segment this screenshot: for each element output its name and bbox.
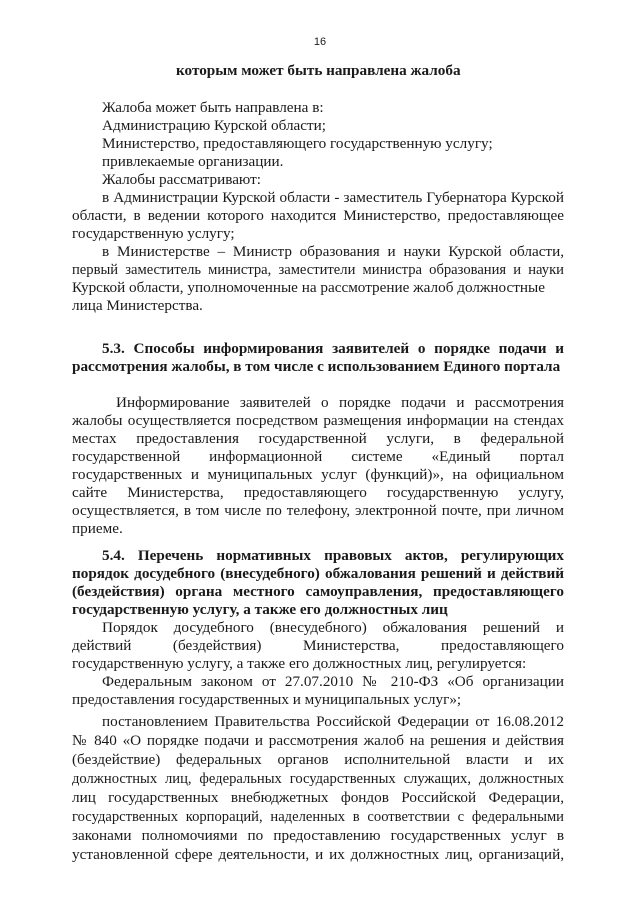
paragraph-line: постановлением Правительства Российской Федерации от 16.08.2012 <box>102 713 564 730</box>
paragraph-line: жалобы осуществляется посредством размещения информации на стендах <box>72 412 564 429</box>
paragraph-line: должностных лиц, федеральных государственных служащих, должностных <box>72 771 564 787</box>
paragraph-line: государственную услугу, а также его должностных лиц, регулируется: <box>72 655 527 672</box>
section-heading-5-4: (бездействия) органа местного самоуправления, предоставляющего <box>72 583 564 600</box>
paragraph-line: Жалоба может быть направлена в: <box>102 99 324 116</box>
paragraph-line: приеме. <box>72 520 123 537</box>
section-heading-5-4: государственную услугу, а также его должностных лиц <box>72 601 448 618</box>
section-heading-5-4: порядок досудебного (внесудебного) обжалования решений и действий <box>72 565 564 582</box>
paragraph-line: лица Министерства. <box>72 297 203 314</box>
paragraph-line: сайте Министерства, предоставляющего государственную услугу, <box>72 484 564 501</box>
paragraph-line: действий (бездействия) Министерства, предоставляющего <box>72 637 564 654</box>
paragraph-line: № 840 «О порядке подачи и рассмотрения жалоб на решения и действия <box>72 732 564 749</box>
paragraph-line: осуществляется, в том числе по телефону, электронной почте, при личном <box>72 502 564 519</box>
paragraph-line: Жалобы рассматривают: <box>102 171 261 188</box>
paragraph-line: государственных корпораций, наделенных в соответствии с федеральными <box>72 809 564 825</box>
heading-top: которым может быть направлена жалоба <box>176 62 461 79</box>
paragraph-line: области, в ведении которого находится Министерство, предоставляющее <box>72 207 564 224</box>
paragraph-line: Федеральным законом от 27.07.2010 № 210-ФЗ «Об организации <box>102 673 564 690</box>
paragraph-line: Порядок досудебного (внесудебного) обжалования решений и <box>102 619 564 636</box>
paragraph-line: лиц государственных внебюджетных фондов Российской Федерации, <box>72 789 564 806</box>
paragraph-line: государственную услугу; <box>72 225 235 242</box>
paragraph-line: Курской области, уполномоченные на рассмотрение жалоб должностные <box>72 279 545 296</box>
section-heading-5-3: рассмотрения жалобы, в том числе с использованием Единого портала <box>72 358 561 375</box>
section-heading-5-4: 5.4. Перечень нормативных правовых актов, регулирующих <box>102 547 564 564</box>
page-number: 16 <box>313 36 327 48</box>
paragraph-line: в Министерстве – Министр образования и науки Курской области, <box>102 243 564 260</box>
paragraph-line: Администрацию Курской области; <box>102 117 327 134</box>
paragraph-line: Министерство, предоставляющего государственную услугу; <box>102 135 493 152</box>
paragraph-line: (бездействие) федеральных органов исполнительной власти и их <box>72 751 564 768</box>
paragraph-line: в Администрации Курской области - заместитель Губернатора Курской <box>102 189 564 206</box>
paragraph-line: законами полномочиями по предоставлению государственных услуг в <box>72 827 564 844</box>
paragraph-line: государственных и муниципальных услуг (функций)», на официальном <box>72 466 564 483</box>
paragraph-line: предоставления государственных и муниципальных услуг»; <box>72 691 462 708</box>
paragraph-line: государственной информационной системе «Единый портал <box>72 448 564 465</box>
paragraph-line: Информирование заявителей о порядке подачи и рассмотрения <box>116 394 564 411</box>
paragraph-line: установленной сфере деятельности, и их должностных лиц, организаций, <box>72 846 564 863</box>
paragraph-line: привлекаемые организации. <box>102 153 284 170</box>
section-heading-5-3: 5.3. Способы информирования заявителей о порядке подачи и <box>102 340 564 357</box>
paragraph-line: местах предоставления государственной услуги, в федеральной <box>72 430 564 447</box>
paragraph-line: первый заместитель министра, заместители министра образования и науки <box>72 262 564 278</box>
